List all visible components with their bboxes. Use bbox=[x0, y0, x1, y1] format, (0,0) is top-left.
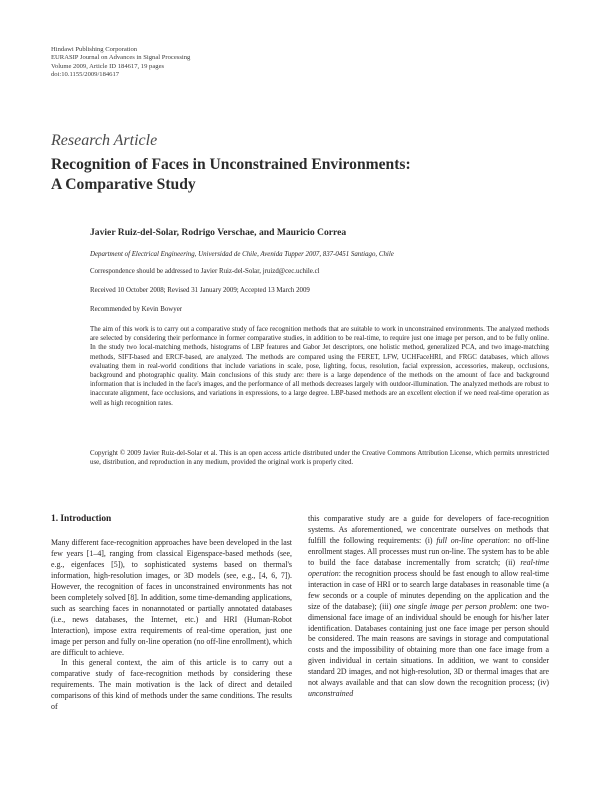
body-text: this comparative study are a guide for developers of face-recognition systems. As aforementioned, we concentrate ourselves on methods that fulfill the following requirements: (i) bbox=[308, 514, 549, 545]
title-line-2: A Comparative Study bbox=[51, 176, 196, 193]
affiliation: Department of Electrical Engineering, Universidad de Chile, Avenida Tupper 2007, 837-0451 Santiago, Chile bbox=[90, 251, 394, 258]
received-dates: Received 10 October 2008; Revised 31 January 2009; Accepted 13 March 2009 bbox=[90, 287, 310, 294]
intro-paragraph-2: In this general context, the aim of this article is to carry out a comparative study of face-recognition methods by considering these requirements. The main motivation is the lack of direct and detailed comparisons of this kind of methods under the same conditions. The results of bbox=[51, 658, 292, 712]
section-heading-introduction: 1. Introduction bbox=[51, 514, 112, 524]
left-column bbox=[51, 538, 292, 713]
title-line-1: Recognition of Faces in Unconstrained Environments: bbox=[51, 156, 411, 173]
emphasis-text: one single image per person problem bbox=[394, 601, 516, 611]
body-text: : no off-line enrollment stages. All processes must run on-line. The system has to be able to build the face database incrementally from scratch; (ii) bbox=[308, 535, 549, 567]
journal-header bbox=[51, 46, 190, 80]
volume-info: Volume 2009, Article ID 184617, 19 pages bbox=[51, 62, 165, 70]
article-type: Research Article bbox=[51, 132, 158, 149]
copyright-notice: Copyright © 2009 Javier Ruiz-del-Solar et al. This is an open access article distributed under the Creative Commons Attribution License, which permits unrestricted use, distribution, and reproduction in any medium, provided the original work is properly cited. bbox=[90, 450, 549, 467]
emphasis-text: full on-line operation bbox=[436, 535, 508, 545]
doi: doi:10.1155/2009/184617 bbox=[51, 71, 120, 79]
body-text: : the recognition process should be fast enough to allow real-time interaction in case of HRI or to search large databases in reasonable time (a few seconds or a couple of minutes depending on the application and the size of the database); (iii) bbox=[308, 568, 549, 611]
abstract: The aim of this work is to carry out a comparative study of face recognition methods that are suitable to work in unconstrained environments. The analyzed methods are selected by considering their performance in former comparative studies, in addition to be real-time, to require just one image per person, and to be fully online. In the study two local-matching methods, histograms of LBP features and Gabor Jet descriptors, one holistic method, generalized PCA, and two image-matching methods, SIFT-based and ERCF-based, are analyzed. The methods are compared using the FERET, LFW, UCHFaceHRI, and FRGC databases, which allows evaluating them in real-world conditions that include variations in scale, pose, lighting, focus, resolution, facial expression, accessories, makeup, occlusions, background and photographic quality. Main conclusions of this study are: there is a large dependence of the methods on the amount of face and background information that is included in the face's images, and the performance of all methods decreases largely with outdoor-illumination. The analyzed methods are robust to inaccurate alignment, face occlusions, and variations in expressions, to a large degree. LBP-based methods are an excellent election if we need real-time operation as well as high recognition rates. bbox=[90, 326, 549, 407]
journal-name: EURASIP Journal on Advances in Signal Processing bbox=[51, 54, 191, 62]
paper-title bbox=[51, 155, 551, 195]
correspondence: Correspondence should be addressed to Javier Ruiz-del-Solar, jruizd@cec.uchile.cl bbox=[90, 268, 320, 275]
right-column bbox=[308, 514, 549, 700]
recommended-by: Recommended by Kevin Bowyer bbox=[90, 306, 183, 313]
body-text: : one two-dimensional face image of an individual should be enough for his/her later identification. Databases containing just one face image per person should be considered. The main reasons are savings in storage and computational costs and the impossibility of obtaining more than one face image from a given individual in certain situations. In addition, we want to consider standard 2D images, and not high-resolution, 3D or thermal images that are not always available and that can slow down the recognition process; (iv) bbox=[308, 601, 549, 688]
publisher-name: Hindawi Publishing Corporation bbox=[51, 46, 138, 53]
intro-paragraph-continued bbox=[308, 514, 549, 700]
intro-paragraph-1: Many different face-recognition approaches have been developed in the last few years [1–4], ranging from classical Eigenspace-based methods (see, e.g., eigenfaces [5]), to sophisticated systems based on thermal's information, high-resolution images, or 3D models (see, e.g., [4, 6, 7]). However, the recognition of faces in unconstrained environments has not been completely solved [8]. In addition, some time-demanding applications, such as searching faces in nonannotated or partially annotated databases (i.e., news databases, the Internet, etc.) and HRI (Human-Robot Interaction), impose extra requirements of real-time operation, just one image per person and fully on-line operation (no off-line enrollment), which are difficult to achieve. bbox=[51, 538, 292, 657]
author-list: Javier Ruiz-del-Solar, Rodrigo Verschae, and Mauricio Correa bbox=[90, 227, 347, 238]
emphasis-text: real-time operation bbox=[308, 557, 549, 578]
emphasis-text: unconstrained bbox=[308, 689, 354, 699]
